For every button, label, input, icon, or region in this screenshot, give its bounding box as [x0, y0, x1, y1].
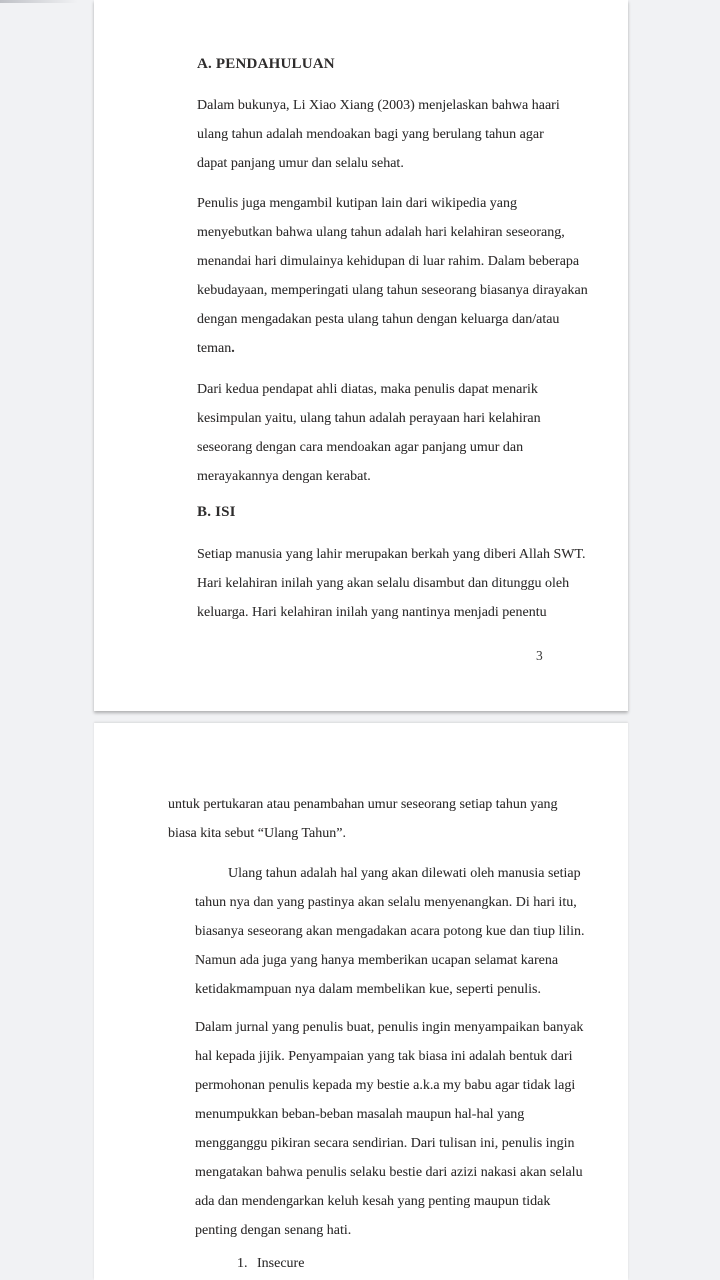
- text-line: seseorang dengan cara mendoakan agar panjang umur dan: [197, 440, 524, 455]
- text-line: Setiap manusia yang lahir merupakan berkah yang diberi Allah SWT.: [197, 547, 586, 562]
- text-line: Dalam bukunya, Li Xiao Xiang (2003) menjelaskan bahwa haari: [197, 98, 560, 113]
- text-line: Ulang tahun adalah hal yang akan dilewati oleh manusia setiap: [228, 866, 581, 881]
- text-line: hal kepada jijik. Penyampaian yang tak biasa ini adalah bentuk dari: [195, 1049, 573, 1064]
- list-label: Insecure: [257, 1256, 305, 1271]
- paragraph: [197, 540, 586, 627]
- paragraph: [195, 1013, 583, 1245]
- text-line: merayakannya dengan kerabat.: [197, 469, 371, 484]
- numbered-list-item: [237, 1249, 304, 1278]
- document-page-3: [94, 0, 628, 711]
- text-line: dapat panjang umur dan selalu sehat.: [197, 156, 404, 171]
- text-line: kebudayaan, memperingati ulang tahun seseorang biasanya dirayakan: [197, 283, 588, 298]
- text-line: menumpukkan beban-beban masalah maupun hal-hal yang: [195, 1107, 525, 1122]
- paragraph: [168, 790, 558, 848]
- text-line: Dalam jurnal yang penulis buat, penulis ingin menyampaikan banyak: [195, 1020, 584, 1035]
- section-heading-isi: B. ISI: [197, 504, 236, 520]
- text-line: permohonan penulis kepada my bestie a.k.a my babu agar tidak lagi: [195, 1078, 576, 1093]
- text-line: biasa kita sebut “Ulang Tahun”.: [168, 826, 346, 841]
- text-line: Hari kelahiran inilah yang akan selalu disambut dan ditunggu oleh: [197, 576, 570, 591]
- paragraph: [197, 91, 560, 178]
- text-line: Penulis juga mengambil kutipan lain dari wikipedia yang: [197, 196, 517, 211]
- text-line: [237, 1249, 304, 1278]
- text-line: keluarga. Hari kelahiran inilah yang nantinya menjadi penentu: [197, 605, 547, 620]
- bold-period: .: [231, 341, 235, 356]
- text-line: biasanya seseorang akan mengadakan acara potong kue dan tiup lilin.: [195, 924, 585, 939]
- paragraph: [195, 859, 585, 1004]
- text-line: tahun nya dan yang pastinya akan selalu menyenangkan. Di hari itu,: [195, 895, 577, 910]
- top-edge-shadow: [0, 0, 78, 3]
- text-line: menandai hari dimulainya kehidupan di luar rahim. Dalam beberapa: [197, 254, 580, 269]
- text-line: menyebutkan bahwa ulang tahun adalah hari kelahiran seseorang,: [197, 225, 565, 240]
- text-line: penting dengan senang hati.: [195, 1223, 352, 1238]
- text-line: dengan mengadakan pesta ulang tahun dengan keluarga dan/atau: [197, 312, 560, 327]
- text-line: Dari kedua pendapat ahli diatas, maka penulis dapat menarik: [197, 382, 538, 397]
- text-line: ketidakmampuan nya dalam membelikan kue, seperti penulis.: [195, 982, 542, 997]
- text-line: untuk pertukaran atau penambahan umur seseorang setiap tahun yang: [168, 797, 558, 812]
- text-line: kesimpulan yaitu, ulang tahun adalah perayaan hari kelahiran: [197, 411, 541, 426]
- paragraph: [197, 375, 541, 491]
- text-segment: teman: [197, 341, 232, 356]
- paragraph: [197, 189, 588, 363]
- text-line: ada dan mendengarkan keluh kesah yang penting maupun tidak: [195, 1194, 551, 1209]
- section-heading-pendahuluan: A. PENDAHULUAN: [197, 56, 335, 72]
- document-page-4: [94, 723, 628, 1280]
- list-marker: 1.: [237, 1256, 248, 1271]
- text-line: mengatakan bahwa penulis selaku bestie dari azizi nakasi akan selalu: [195, 1165, 583, 1180]
- text-line: mengganggu pikiran secara sendirian. Dari tulisan ini, penulis ingin: [195, 1136, 575, 1151]
- page-number: 3: [536, 648, 543, 663]
- text-line: Namun ada juga yang hanya memberikan ucapan selamat karena: [195, 953, 559, 968]
- text-line: [197, 334, 588, 363]
- text-line: ulang tahun adalah mendoakan bagi yang berulang tahun agar: [197, 127, 544, 142]
